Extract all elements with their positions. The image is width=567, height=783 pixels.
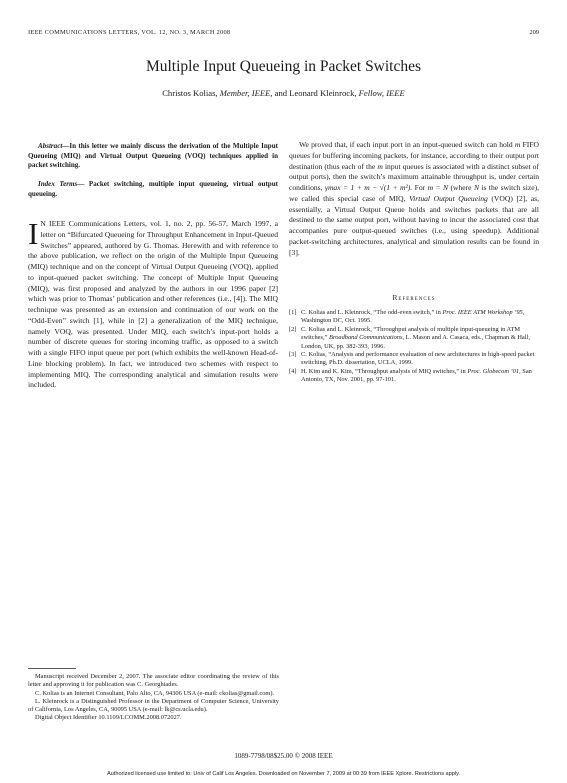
page-number: 209 <box>529 29 539 36</box>
index-terms <box>28 180 278 199</box>
footnote-author-1: C. Kolias is an Internet Consultant, Palo Alto, CA, 94306 USA (e-mail: ckolias@gmail.com). <box>35 689 275 697</box>
footnote-author-2: L. Kleinrock is a Distinguished Professor in the Department of Computer Science, University of California, Los Angeles, CA, 90095 USA (e-mail: lk@cs.ucla.edu). <box>28 697 279 714</box>
paper-title: Multiple Input Queueing in Packet Switches <box>145 58 422 75</box>
footnote-doi: Digital Object Identifier 10.1109/LCOMM.2008.072027. <box>35 714 182 722</box>
reference-item <box>289 309 539 326</box>
reference-item <box>289 326 539 351</box>
reference-text-part: C. Kolias and L. Kleinrock, “Throughput analysis of multiple input-queueing in ATM switches,” <box>301 325 521 342</box>
body-left-column <box>28 216 278 391</box>
math-m: m <box>514 140 521 149</box>
issn-copyright: 1089-7798/08$25.00 © 2008 IEEE <box>234 752 333 760</box>
running-header: IEEE COMMUNICATIONS LETTERS, VOL. 12, NO. 3, MARCH 2008 <box>28 29 231 36</box>
author-and: and <box>274 88 288 98</box>
author-2-name: Leonard Kleinrock, <box>289 88 357 98</box>
footnote-rule <box>28 668 76 669</box>
references-heading: References <box>392 293 436 302</box>
body-right-text-5: (where <box>450 183 472 192</box>
reference-venue: Proc. IEEE ATM Workshop ’95 <box>442 309 523 316</box>
footnote-manuscript: Manuscript received December 2, 2007. The associate editor coordinating the review of this letter and approving it for publication was C. Georghiades. <box>28 673 279 689</box>
body-right-column <box>289 140 539 258</box>
body-right-text-4: For <box>414 183 426 192</box>
author-2-role: Fellow, IEEE <box>358 88 405 98</box>
reference-venue: Proc. Globecom ’01 <box>467 367 520 375</box>
body-right-text-2: FIFO queues for buffering incoming packets, for instance, according to their output port destination (thus each of the <box>289 140 539 171</box>
reference-venue: Broadband Communications <box>329 334 403 342</box>
references-list <box>289 309 539 385</box>
author-1-name: Christos Kolias, <box>162 88 218 98</box>
reference-item <box>289 351 539 368</box>
author-1-role: Member, IEEE, <box>219 88 273 98</box>
reference-text <box>301 309 539 326</box>
reference-text-part: C. Kolias, “Analysis and performance evaluation of new architectures in high-speed packet switching, Ph.D. dissertation, UCLA, 1999. <box>301 351 535 367</box>
abstract-text: —In this letter we mainly discuss the derivation of the Multiple Input Queueing (MIQ) and Virtual Output Queueing (VOQ) techniques applied in packet switching. <box>28 142 278 170</box>
body-right-text-7: (VOQ) [2], as, essentially, a Virtual Output Queue holds and switches packets that are all destined to the same output port, without having to incur the associated cost that accompanies pure output-queued switches (i.e., using speedup). Additional packet-switching architectures, analytical and simulation results can be found in [3]. <box>289 193 539 257</box>
index-terms-lead: Index Terms <box>38 180 78 188</box>
body-right-text-1: We proved that, if each input port in an input-queued switch can hold <box>299 140 513 149</box>
throughput-formula: γmax = 1 + m − √(1 + m²). <box>324 183 413 192</box>
reference-number: [2] <box>289 325 297 333</box>
body-right-text-3: input queues is associated with a distinct subset of output ports), then the switch’s maximum attainable throughput is, under certain conditions, <box>289 161 539 192</box>
reference-text <box>301 326 539 351</box>
reference-number: [4] <box>289 367 297 375</box>
math-m: m <box>377 161 383 171</box>
body-left-text: N IEEE Communications Letters, vol. 1, no. 2, pp. 56-57, March 1997, a letter on “Bifurcated Queueing for Throughput Enhancement in Input-Queued Switches” appeared, authored by G. Thomas. Herewith and with reference to the above publication, we reflect on the origin of the Multiple Input Queueing (MIQ) technique and on the concept of Virtual Output Queueing (VOQ), applied to input-queued packet switching. The concept of Multiple Input Queueing (MIQ), was first proposed and analyzed by the authors in our 1996 paper [2] which was prior to Thomas’ publication and other references (i.e., [4]). The MIQ technique was presented as an extension and continuation of our work on the “Odd-Even” switch [1], while in [2] a generalization of the MIQ technique, namely VOQ, was presented. Under MIQ, each switch’s input-port holds a number of discrete queues for storing incoming traffic, as opposed to a switch with a single FIFO input queue per port (which exhibits the well-known Head-of-Line blocking problem). In fact, we introduced two schemes with respect to implementing MIQ. The corresponding analytical and simulation results were included. <box>28 219 278 390</box>
reference-text-part: C. Kolias and L. Kleinrock, “The odd-even switch,” in <box>301 309 443 316</box>
reference-text-part: H. Kim and K. Kim, “Throughput analysis of MIQ switches,” in <box>301 367 468 375</box>
reference-number: [1] <box>289 309 297 316</box>
abstract <box>28 142 278 171</box>
drop-cap: I <box>28 216 39 251</box>
reference-text-part: , Washington DC, Oct. 1995. <box>301 309 525 325</box>
math-m-equals-n: m = N <box>427 183 449 192</box>
index-terms-text: — Packet switching, multiple input queueing, virtual output queueing. <box>28 180 278 198</box>
reference-text <box>301 351 539 368</box>
reference-text <box>301 368 539 385</box>
abstract-lead: Abstract <box>38 142 63 150</box>
reference-text-part: , L. Mason and A. Casaca, eds., Chapman & Hall, London, UK, pp. 382-393, 1996. <box>301 334 530 350</box>
reference-text-part: , San Antonio, TX, Nov. 2001, pp. 97-101. <box>301 367 532 384</box>
reference-number: [3] <box>289 351 297 359</box>
license-note: Authorized licensed use limited to: Univ of Calif Los Angeles. Downloaded on November 7, 2009 at 00:39 from IEEE Xplore. Restrictions apply. <box>106 771 461 777</box>
author-line <box>0 88 567 98</box>
voq-term: Virtual Output Queueing <box>409 193 488 203</box>
body-right-text-6: is the switch size), we called this special case of MIQ, <box>289 183 540 203</box>
math-n: N <box>473 183 480 192</box>
footnotes <box>28 673 279 723</box>
reference-item <box>289 368 539 385</box>
